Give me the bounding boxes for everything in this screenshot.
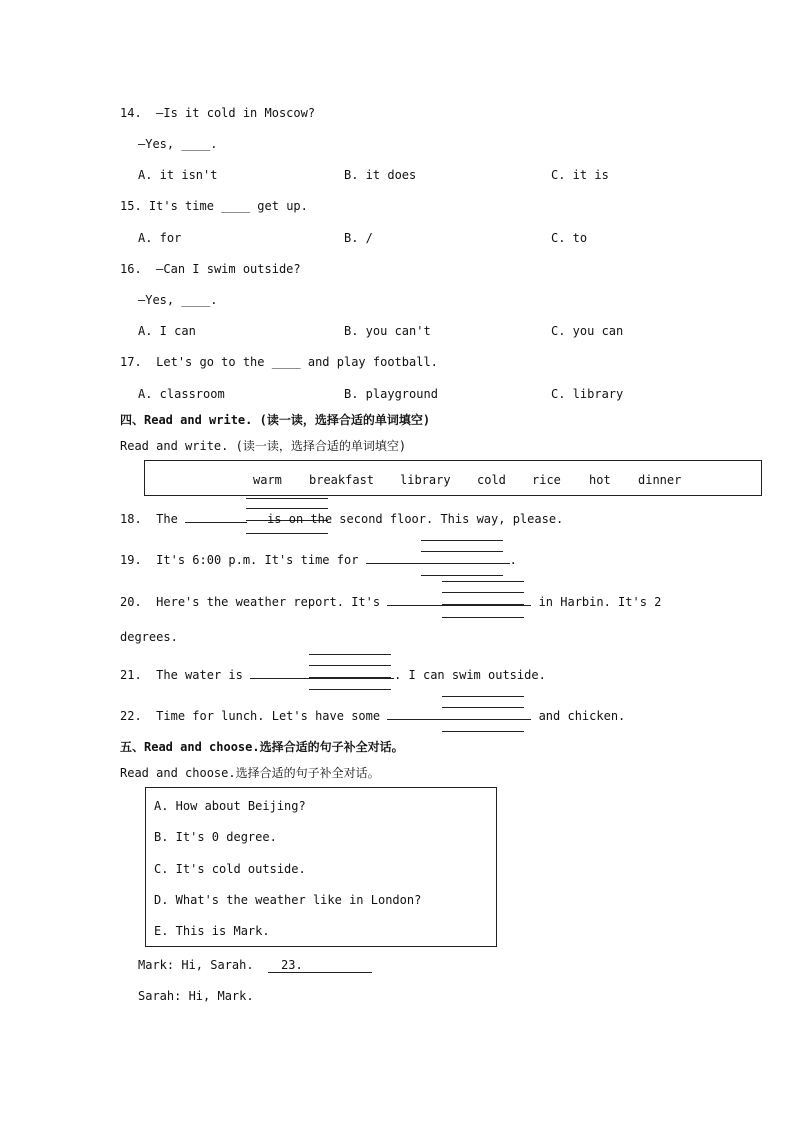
q19-line: 19. It's 6:00 p.m. It's time for . (120, 553, 517, 567)
q20-continuation: degrees. (120, 630, 178, 644)
q14-answer-line: —Yes, ____. (138, 137, 218, 151)
section4-title: 四、Read and write. (读一读，选择合适的单词填空) (120, 413, 431, 427)
q14-stem: 14. —Is it cold in Moscow? (120, 106, 316, 120)
q17-option-b: B. playground (344, 387, 438, 401)
dialogue-line-sarah: Sarah: Hi, Mark. (138, 989, 254, 1003)
q17-stem: 17. Let's go to the ____ and play football. (120, 355, 438, 369)
q20-blank[interactable] (387, 594, 449, 606)
answer-rule (442, 696, 524, 697)
q22-blank-ext (449, 708, 531, 720)
q18-blank[interactable] (185, 511, 247, 523)
q22-line: 22. Time for lunch. Let's have some and chicken. (120, 709, 626, 723)
q19-blank[interactable] (366, 552, 428, 564)
q20-blank-ext (449, 594, 531, 606)
sentence-option-a: A. How about Beijing? (154, 799, 306, 813)
q14-option-b: B. it does (344, 168, 417, 182)
q16-option-a: A. I can (138, 324, 196, 338)
q21-blank-ext (312, 667, 394, 679)
word-bank-item: breakfast (309, 473, 375, 487)
sentence-option-c: C. It's cold outside. (154, 862, 306, 876)
answer-rule (246, 498, 328, 499)
dialogue-line-mark: Mark: Hi, Sarah. 23. (138, 958, 372, 973)
sentence-option-d: D. What's the weather like in London? (154, 893, 422, 907)
answer-rule (309, 665, 391, 666)
word-bank-item: dinner (638, 473, 682, 487)
answer-rule (442, 731, 524, 732)
word-bank-item: hot (589, 473, 611, 487)
q15-option-a: A. for (138, 231, 182, 245)
answer-rule (421, 575, 503, 576)
q16-option-c: C. you can (551, 324, 624, 338)
answer-rule (246, 508, 328, 509)
answer-rule (442, 592, 524, 593)
dialogue-blank-23[interactable]: 23. (268, 959, 372, 973)
q21-blank[interactable] (250, 667, 312, 679)
answer-rule (421, 540, 503, 541)
answer-rule (442, 581, 524, 582)
q14-option-a: A. it isn't (138, 168, 218, 182)
q15-option-b: B. / (344, 231, 373, 245)
q15-option-c: C. to (551, 231, 588, 245)
section5-subtitle: Read and choose.选择合适的句子补全对话。 (120, 766, 380, 780)
answer-rule (246, 533, 328, 534)
q16-option-b: B. you can't (344, 324, 431, 338)
q20-line: 20. Here's the weather report. It's in Harbin. It's 2 (120, 595, 662, 609)
section5-title: 五、Read and choose.选择合适的句子补全对话。 (120, 740, 404, 754)
sentence-option-e: E. This is Mark. (154, 924, 270, 938)
q21-line: 21. The water is . I can swim outside. (120, 668, 546, 682)
word-bank-item: cold (477, 473, 506, 487)
q22-blank[interactable] (387, 708, 449, 720)
q18-line: 18. The is on the second floor. This way, please. (120, 512, 564, 526)
q17-option-a: A. classroom (138, 387, 225, 401)
q16-stem: 16. —Can I swim outside? (120, 262, 301, 276)
word-bank-item: library (400, 473, 451, 487)
answer-rule (309, 654, 391, 655)
word-bank-item: warm (253, 473, 282, 487)
q15-stem: 15. It's time ____ get up. (120, 199, 308, 213)
word-bank-item: rice (532, 473, 561, 487)
q14-option-c: C. it is (551, 168, 609, 182)
sentence-option-b: B. It's 0 degree. (154, 830, 277, 844)
q19-blank-ext (428, 552, 510, 564)
q16-answer-line: —Yes, ____. (138, 293, 218, 307)
answer-rule (442, 617, 524, 618)
answer-rule (309, 689, 391, 690)
q17-option-c: C. library (551, 387, 624, 401)
section4-subtitle: Read and write. (读一读，选择合适的单词填空) (120, 439, 407, 453)
